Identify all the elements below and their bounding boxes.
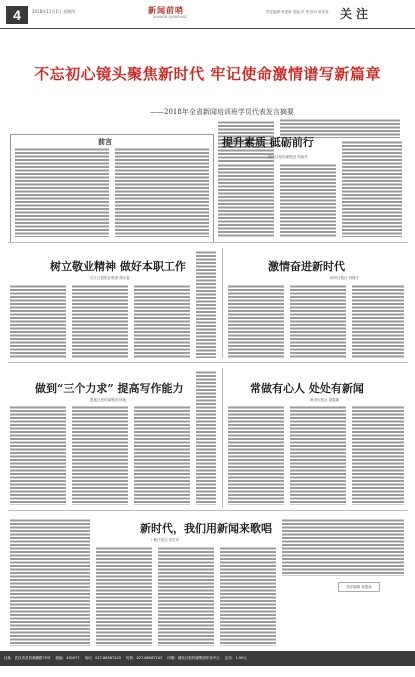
article-text: [196, 250, 216, 358]
article-text: [72, 405, 128, 505]
article-title: 新时代，我们用新闻来歌唱: [140, 522, 272, 535]
divider: [222, 248, 223, 358]
article-title: 激情奋进新时代: [268, 260, 345, 273]
article-text: [134, 284, 190, 358]
paper-name-sub: XINWEN QIANSHAO: [153, 15, 188, 19]
article-byline: 十堰日报社 邓宏庆: [150, 538, 180, 542]
masthead-rule: [0, 28, 415, 29]
article-text: [352, 284, 404, 358]
footer-item: 电话：027-88567103: [84, 656, 121, 660]
article-text: [96, 546, 152, 646]
main-headline: 不忘初心镜头聚焦新时代 牢记使命激情谱写新篇章: [34, 65, 381, 83]
article-text: [72, 284, 128, 358]
footer-item: 定价：1.50元: [225, 656, 247, 660]
article-text: [10, 518, 90, 646]
article-title: 做到“三个力求” 提高写作能力: [35, 382, 184, 395]
article-title: 树立敬业精神 做好本职工作: [50, 260, 186, 273]
editor-line: 责任编辑 黄建新 美编 肖 勇 校对 黄伟春: [266, 10, 329, 14]
preface-text-left: [15, 147, 109, 237]
article-byline: 黄冈日报社 胡霞娣: [310, 398, 340, 402]
preface-box: [10, 134, 214, 243]
page-number: 4: [6, 6, 28, 24]
article-text: [196, 370, 216, 505]
divider: [8, 362, 408, 363]
article-text: [228, 405, 284, 505]
date-line: 2018年11月1日 星期四: [32, 9, 76, 14]
article-text: [290, 284, 346, 358]
article-text: [352, 405, 404, 505]
article-byline: 湖北日报传媒集团 郭毅华: [268, 155, 308, 159]
footer-bar: [0, 651, 415, 666]
article-text: [228, 284, 284, 358]
article-text: [10, 405, 66, 505]
footer-item: 印刷：湖北日报传媒集团印务中心: [167, 656, 220, 660]
article-byline: 荆州日报社 刘俊才: [330, 276, 360, 280]
preface-text-right: [115, 147, 209, 237]
article-text: [280, 163, 336, 237]
editor-box: 责任编辑 黄建新: [338, 582, 380, 592]
divider: [8, 242, 408, 243]
divider: [222, 368, 223, 508]
article-text: [218, 163, 274, 237]
article-byline: 恩施日报传媒集团 杨艳: [90, 398, 127, 402]
preface-title: 前言: [98, 137, 112, 146]
article-title: 常做有心人 处处有新闻: [250, 382, 364, 395]
article-text: [290, 405, 346, 505]
article-text: [282, 518, 404, 576]
footer-item: 社址：武汉市武昌黄鹂路75号: [4, 656, 51, 660]
article-title: 提升素质 砥砺前行: [222, 136, 314, 149]
main-subtitle: ——2018年全省新闻培训班学员代表发言摘要: [150, 108, 294, 116]
article-text: [220, 546, 276, 646]
article-text: [342, 140, 402, 237]
divider: [8, 510, 408, 511]
article-byline: 长江日报报业集团 胡冰春: [90, 276, 130, 280]
article-text: [10, 284, 66, 358]
article-text: [134, 405, 190, 505]
section-title: 关注: [340, 7, 373, 21]
article-text: [158, 546, 214, 646]
footer-item: 传真：027-88567103: [125, 656, 163, 660]
footer-item: 邮编：430077: [55, 656, 80, 660]
paper-name: 新闻前哨: [148, 5, 184, 15]
